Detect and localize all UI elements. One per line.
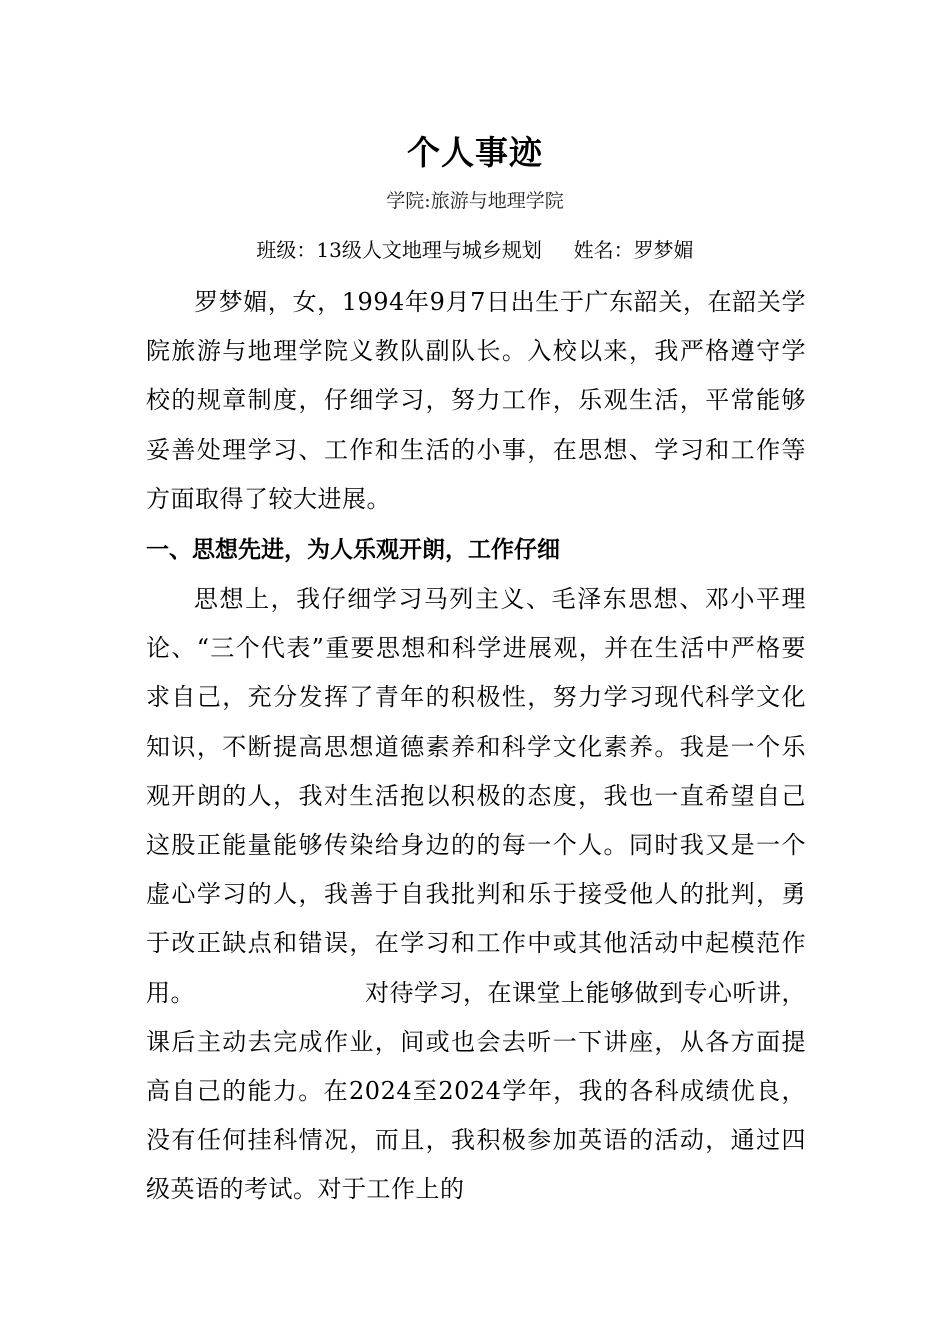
section-heading-1: 一、思想先进，为人乐观开朗，工作仔细	[146, 537, 560, 563]
study-paragraph-part: 对待学习，在课堂上能够做到专心听讲，课后主动去完成作业，间或也会去听一下讲座，从各方面提高自己的能力。在2024至2024学年，我的各科成绩优良，没有任何挂科情况，而且，我积极参加英语的活动，通过四级英语的考试。对于工作上的	[146, 978, 806, 1204]
intro-paragraph: 罗梦媚，女，1994年9月7日出生于广东韶关，在韶关学院旅游与地理学院义教队副队长。入校以来，我严格遵守学校的规章制度，仔细学习，努力工作，乐观生活，平常能够妥善处理学习、工作和生活的小事，在思想、学习和工作等方面取得了较大进展。	[146, 288, 806, 513]
class-name-line: 班级：13级人文地理与城乡规划 姓名：罗梦媚	[256, 238, 694, 262]
ideology-paragraph	[146, 575, 806, 1215]
page-title: 个人事迹	[407, 133, 543, 172]
college-line: 学院:旅游与地理学院	[386, 190, 564, 212]
ideology-paragraph-part-1: 思想上，我仔细学习马列主义、毛泽东思想、邓小平理论、“三个代表”重要思想和科学进展观，并在生活中严格要求自己，充分发挥了青年的积极性，努力学习现代科学文化知识，不断提高思想道德素养和科学文化素养。我是一个乐观开朗的人，我对生活抱以积极的态度，我也一直希望自己这股正能量能够传染给身边的的每一个人。同时我又是一个虚心学习的人，我善于自我批判和乐于接受他人的批判，勇于改正缺点和错误，在学习和工作中或其他活动中起模范作用。	[146, 585, 806, 1007]
